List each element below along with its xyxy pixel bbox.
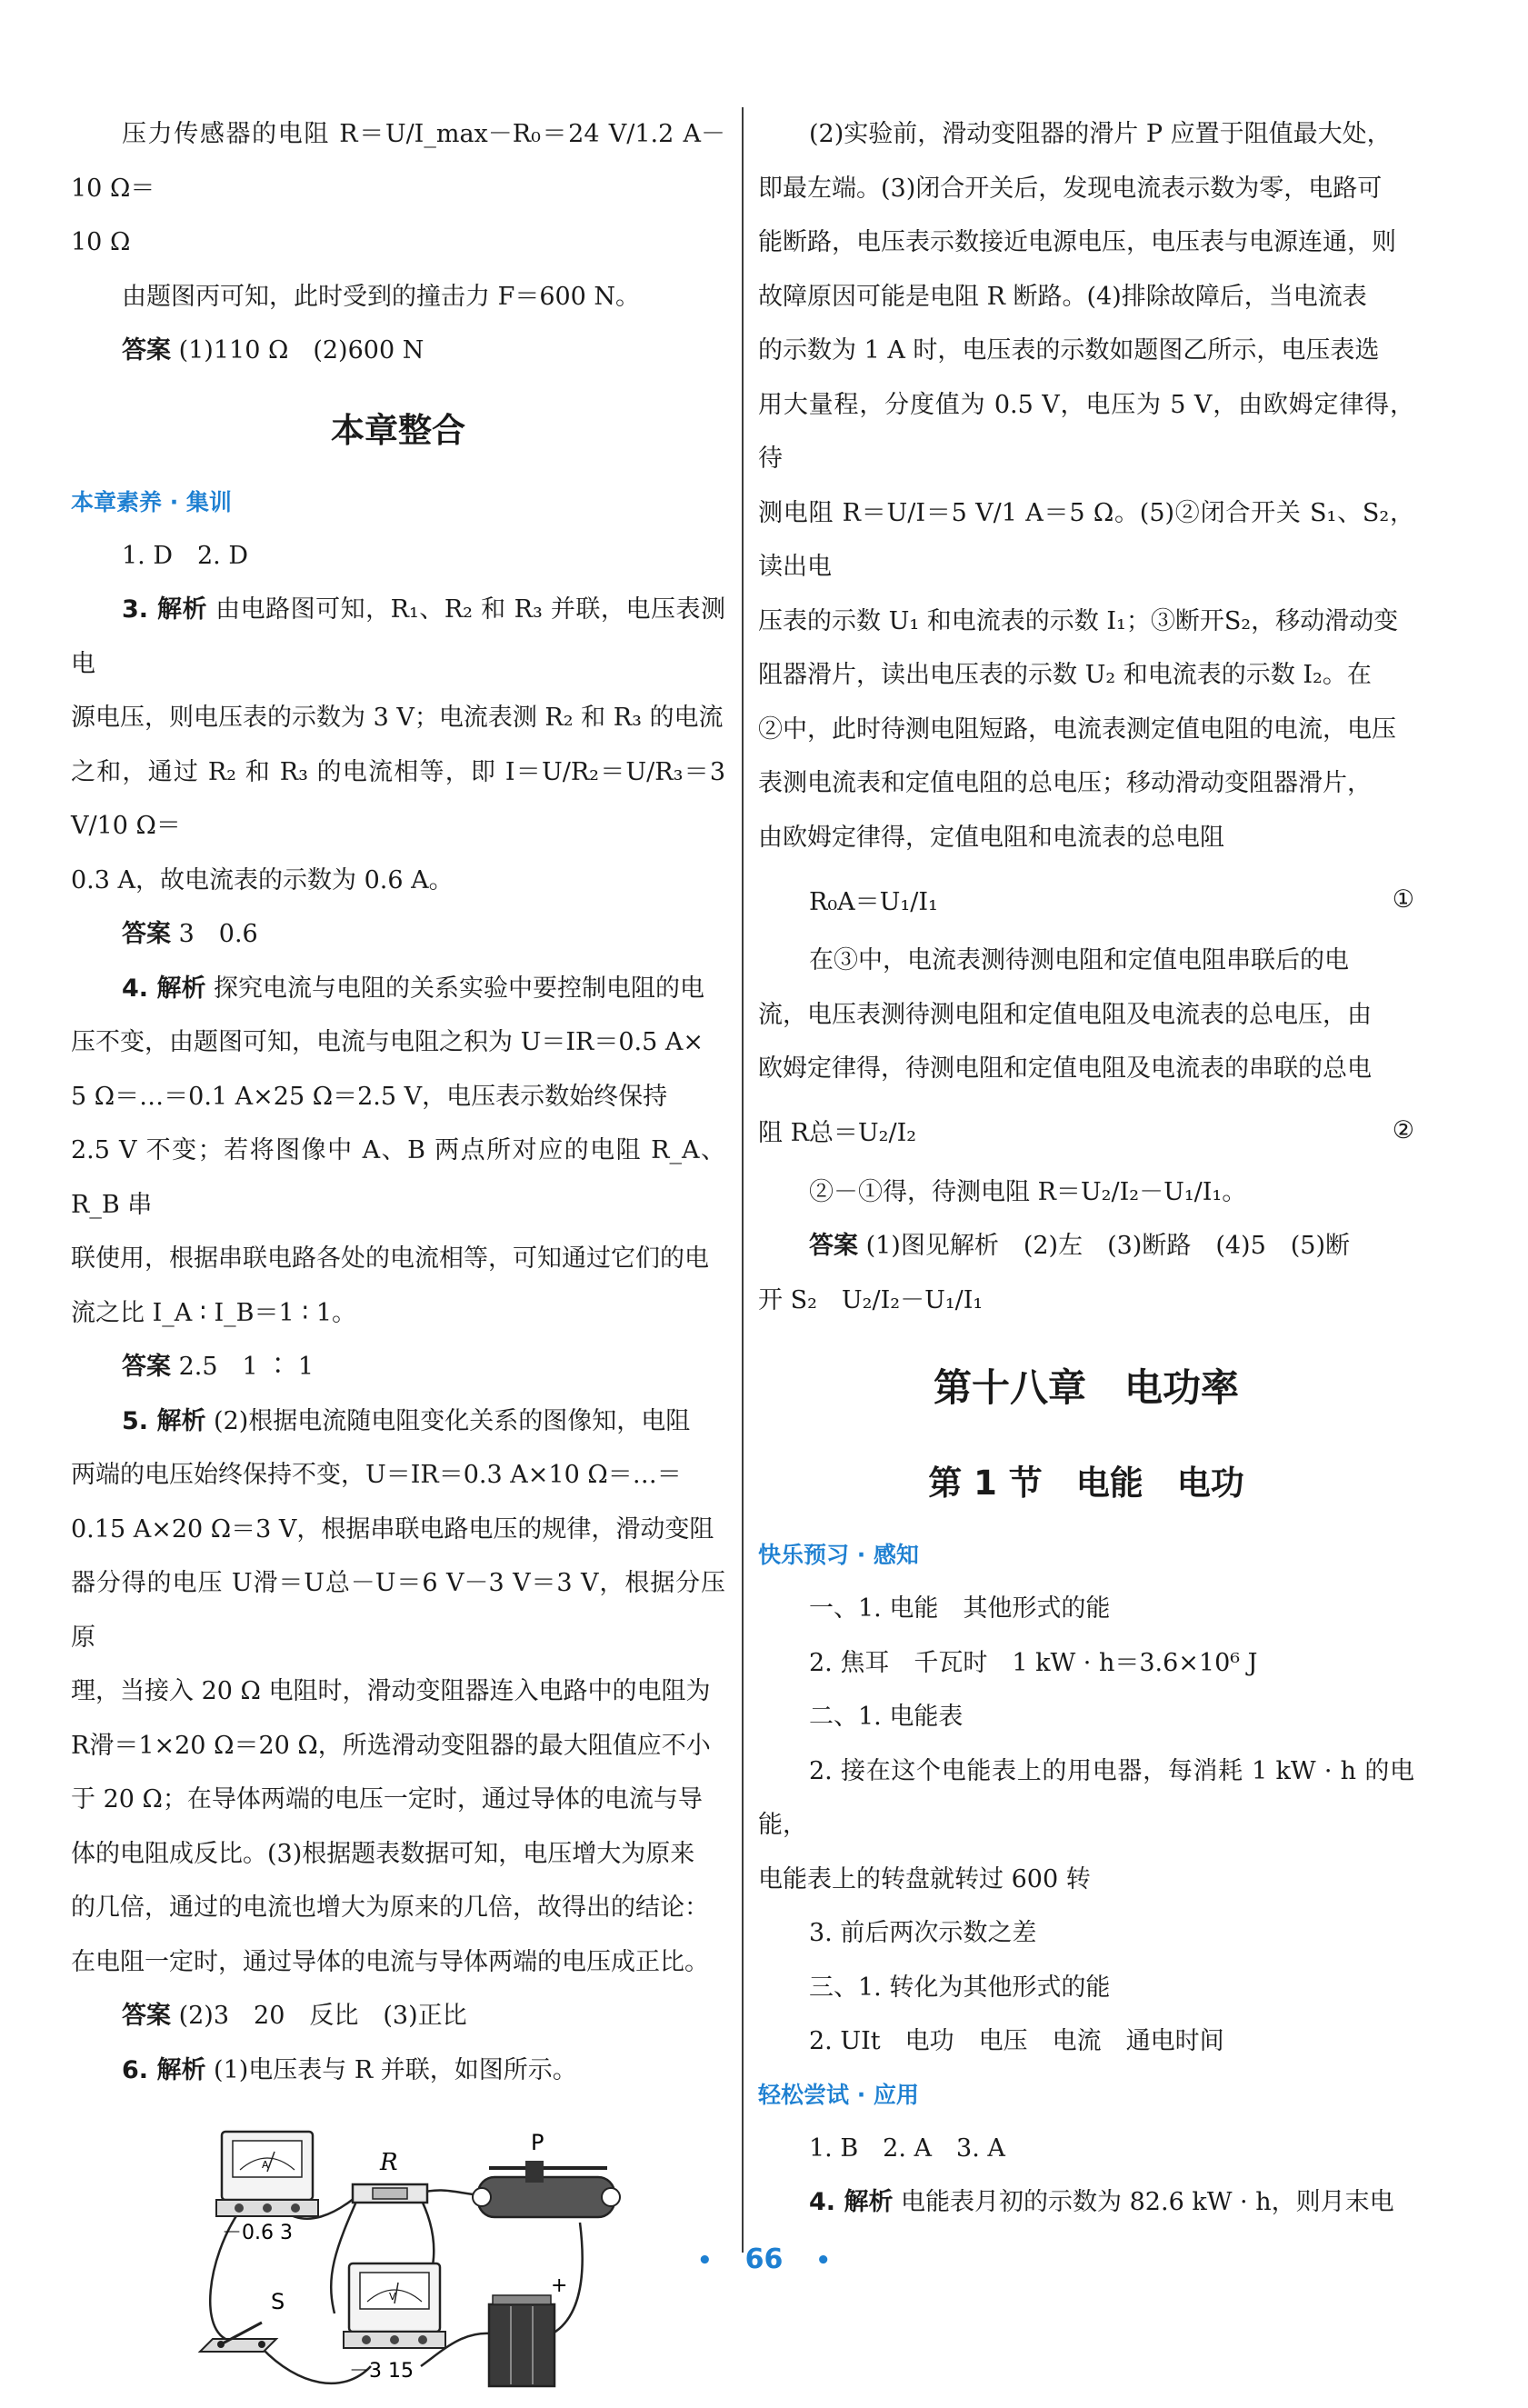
paragraph: 阻器滑片，读出电压表的示数 U₂ 和电流表的示数 I₂。在 <box>758 661 1372 689</box>
answer-line: 1. D 2. D <box>122 541 248 570</box>
section-title: 第 1 节 电能 电功 <box>928 1464 1244 1503</box>
paragraph: 源电压，则电压表的示数为 3 V；电流表测 R₂ 和 R₃ 的电流 <box>71 704 724 732</box>
answer-line: 三、1. 转化为其他形式的能 <box>809 1973 1111 2002</box>
analysis-label: 4. 解析 <box>122 974 206 1003</box>
equation-2 <box>758 1096 1414 1165</box>
text: (2)根据电流随电阻变化关系的图像知，电阻 <box>214 1406 691 1435</box>
paragraph: 由欧姆定律得，定值电阻和电流表的总电阻 <box>758 823 1224 852</box>
paragraph: 由题图丙可知，此时受到的撞击力 F＝600 N。 <box>122 282 641 311</box>
answer-line <box>758 1219 1414 1274</box>
answer-line: 二、1. 电能表 <box>809 1703 964 1731</box>
column-divider <box>742 107 744 2253</box>
answer-line: 2. 接在这个电能表上的用电器，每消耗 1 kW · h 的电能， <box>758 1756 1414 1839</box>
resistor <box>353 2149 427 2203</box>
paragraph: 用大量程，分度值为 0.5 V，电压为 5 V，由欧姆定律得，待 <box>758 390 1414 473</box>
answer-line: 一、1. 电能 其他形式的能 <box>809 1594 1111 1623</box>
blue-heading: 本章素养 · 集训 <box>71 488 232 515</box>
paragraph: 器分得的电压 U滑＝U总－U＝6 V－3 V＝3 V，根据分压原 <box>71 1569 725 1652</box>
paragraph: 故障原因可能是电阻 R 断路。(4)排除故障后，当电流表 <box>758 282 1367 311</box>
paragraph: 压表的示数 U₁ 和电流表的示数 I₁；③断开S₂，移动滑动变 <box>758 606 1399 635</box>
battery-plus-label: + <box>551 2274 568 2297</box>
paragraph <box>71 583 725 691</box>
paragraph: ②－①得，待测电阻 R＝U₂/I₂－U₁/I₁。 <box>809 1177 1247 1206</box>
paragraph: 表测电流表和定值电阻的总电压；移动滑动变阻器滑片， <box>758 769 1372 797</box>
text: 由电路图可知，R₁、R₂ 和 R₃ 并联，电压表测电 <box>71 595 725 678</box>
voltmeter <box>344 2263 445 2383</box>
rheostat <box>473 2130 620 2217</box>
paragraph: 测电阻 R＝U/I＝5 V/1 A＝5 Ω。(5)②闭合开关 S₁、S₂，读出电 <box>758 498 1414 581</box>
paragraph: 的几倍，通过的电流也增大为原来的几倍，故得出的结论： <box>71 1893 709 1922</box>
paragraph: 0.15 A×20 Ω＝3 V，根据串联电路电压的规律，滑动变阻 <box>71 1514 714 1544</box>
text: 电能表月初的示数为 82.6 kW · h，则月末电 <box>901 2188 1394 2216</box>
answer-label: 答案 <box>122 336 171 365</box>
resistor-label: R <box>380 2149 398 2176</box>
analysis-label: 4. 解析 <box>809 2188 894 2216</box>
equation-1 <box>758 864 1414 934</box>
paragraph: 欧姆定律得，待测电阻和定值电阻及电流表的串联的总电 <box>758 1054 1372 1083</box>
paragraph: 开 S₂ U₂/I₂－U₁/I₁ <box>758 1285 984 1314</box>
paragraph <box>71 962 725 1016</box>
chapter-title: 第十八章 电功率 <box>933 1365 1239 1410</box>
ammeter <box>216 2132 318 2244</box>
paragraph: 体的电阻成反比。(3)根据题表数据可知，电压增大为原来 <box>71 1839 695 1868</box>
ammeter-terminal-labels: －0.6 3 <box>222 2222 293 2244</box>
answer-line <box>71 1989 725 2043</box>
paragraph: R滑＝1×20 Ω＝20 Ω，所选滑动变阻器的最大阻值应不小 <box>71 1731 711 1760</box>
answer-text: (1)110 Ω (2)600 N <box>178 336 424 365</box>
voltmeter-mark: V <box>389 2291 396 2303</box>
left-column <box>71 107 725 2408</box>
paragraph: 联使用，根据串联电路各处的电流相等，可知通过它们的电 <box>71 1244 709 1273</box>
paragraph <box>758 2175 1414 2230</box>
paragraph: 能断路，电压表示数接近电源电压，电压表与电源连通，则 <box>758 228 1396 256</box>
answer-line: 3. 前后两次示数之差 <box>809 1919 1037 1947</box>
answer-text: 2.5 1 ∶ 1 <box>178 1353 315 1381</box>
paragraph: 2.5 V 不变；若将图像中 A、B 两点所对应的电阻 R_A、R_B 串 <box>71 1136 725 1219</box>
paragraph: ②中，此时待测电阻短路，电流表测定值电阻的电流，电压 <box>758 714 1396 744</box>
page-number: • 66 • <box>697 2243 831 2275</box>
text: 探究电流与电阻的关系实验中要控制电阻的电 <box>214 974 705 1003</box>
blue-heading: 快乐预习 · 感知 <box>758 1542 919 1568</box>
paragraph: 之和，通过 R₂ 和 R₃ 的电流相等，即 I＝U/R₂＝U/R₃＝3 V/10 Ω＝ <box>71 757 725 840</box>
answer-line <box>71 907 725 962</box>
answer-line: 电能表上的转盘就转过 600 转 <box>758 1864 1091 1893</box>
paragraph: 5 Ω＝…＝0.1 A×25 Ω＝2.5 V，电压表示数始终保持 <box>71 1082 668 1111</box>
page-number-text: 66 <box>744 2243 784 2275</box>
section-title: 本章整合 <box>331 410 465 450</box>
paragraph: 在电阻一定时，通过导体的电流与导体两端的电压成正比。 <box>71 1947 709 1976</box>
equation-text: R₀A＝U₁/I₁ <box>809 887 938 916</box>
paragraph: 压力传感器的电阻 R＝U/I_max－R₀＝24 V/1.2 A－10 Ω＝ <box>71 120 725 203</box>
text: (1)电压表与 R 并联，如图所示。 <box>214 2055 577 2084</box>
paragraph: 理，当接入 20 Ω 电阻时，滑动变阻器连入电路中的电阻为 <box>71 1677 711 1705</box>
paragraph: 0.3 A，故电流表的示数为 0.6 A。 <box>71 865 454 894</box>
paragraph: 流之比 I_A ∶ I_B＝1 ∶ 1。 <box>71 1298 356 1327</box>
analysis-label: 6. 解析 <box>122 2055 206 2084</box>
equation-number: ① <box>1392 884 1414 914</box>
switch-label: S <box>271 2289 285 2314</box>
paragraph <box>71 2043 725 2098</box>
paragraph: 压不变，由题图可知，电流与电阻之积为 U＝IR＝0.5 A× <box>71 1028 704 1056</box>
paragraph: (2)实验前，滑动变阻器的滑片 P 应置于阻值最大处， <box>809 120 1392 148</box>
answer-line: 2. 焦耳 千瓦时 1 kW · h＝3.6×10⁶ J <box>809 1648 1258 1677</box>
paragraph: 的示数为 1 A 时，电压表的示数如题图乙所示，电压表选 <box>758 336 1380 365</box>
equation-text: 阻 R总＝U₂/I₂ <box>758 1119 917 1147</box>
ammeter-mark: A <box>262 2159 269 2171</box>
paragraph: 10 Ω <box>71 228 131 256</box>
slider-label: P <box>531 2130 544 2155</box>
paragraph: 即最左端。(3)闭合开关后，发现电流表示数为零，电路可 <box>758 174 1383 203</box>
answer-text: (2)3 20 反比 (3)正比 <box>178 2002 467 2030</box>
equation-number: ② <box>1392 1116 1414 1144</box>
answer-line <box>71 1340 725 1394</box>
paragraph: 两端的电压始终保持不变，U＝IR＝0.3 A×10 Ω＝…＝ <box>71 1461 682 1489</box>
answer-line: 2. UIt 电功 电压 电流 通电时间 <box>809 2027 1224 2055</box>
answer-label: 答案 <box>809 1232 858 1260</box>
answer-label: 答案 <box>122 920 171 948</box>
analysis-label: 5. 解析 <box>122 1406 206 1435</box>
answer-label: 答案 <box>122 1353 171 1381</box>
paragraph <box>71 1394 725 1449</box>
right-column <box>758 107 1414 2230</box>
paragraph: 于 20 Ω；在导体两端的电压一定时，通过导体的电流与导 <box>71 1785 703 1813</box>
blue-heading: 轻松尝试 · 应用 <box>758 2081 919 2108</box>
answer-line: 1. B 2. A 3. A <box>809 2133 1005 2163</box>
answer-text: 3 0.6 <box>178 920 258 948</box>
answer-text: (1)图见解析 (2)左 (3)断路 (4)5 (5)断 <box>865 1232 1350 1260</box>
paragraph: 在③中，电流表测待测电阻和定值电阻串联后的电 <box>809 946 1349 974</box>
paragraph: 流，电压表测待测电阻和定值电阻及电流表的总电压，由 <box>758 1000 1372 1029</box>
analysis-label: 3. 解析 <box>122 595 207 624</box>
answer-line <box>71 324 725 378</box>
answer-label: 答案 <box>122 2002 171 2030</box>
voltmeter-terminal-labels: －3 15 <box>349 2360 414 2383</box>
